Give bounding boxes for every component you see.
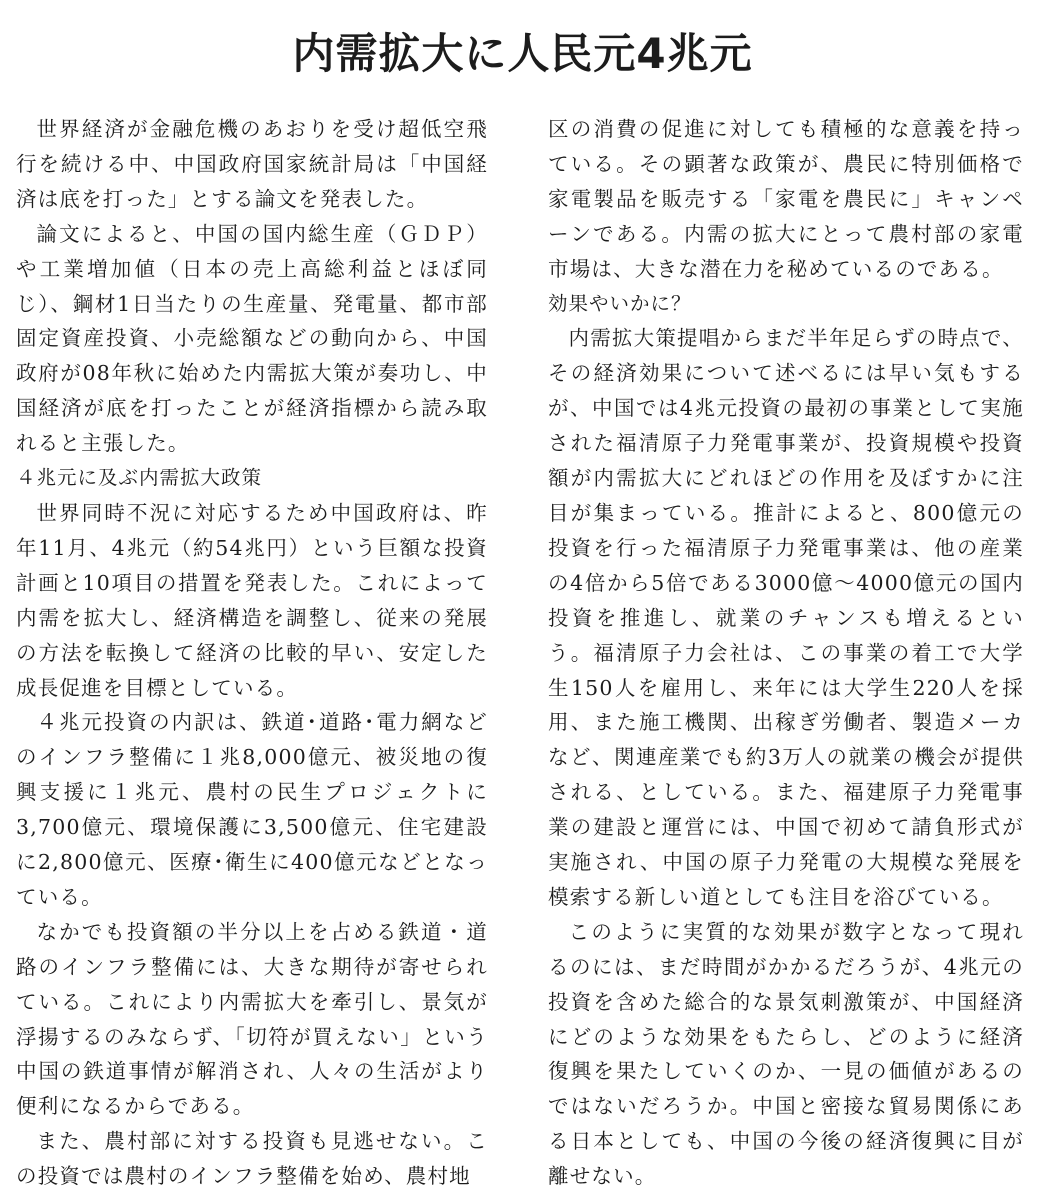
paragraph: 世界経済が金融危機のあおりを受け超低空飛行を続ける中、中国政府国家統計局は「中国経済は底を打った」とする論文を発表した。	[16, 117, 488, 211]
column-divider	[517, 112, 518, 1182]
paragraph: 内需拡大策提唱からまだ半年足らずの時点で、その経済効果について述べるには早い気もするが、中国では4兆元投資の最初の事業として実施された福清原子力発電事業が、投資規模や投資額が内需拡大にどれほどの作用を及ぼすかに注目が集まっている。推計によると、800億元の投資を行った福清原子力発電事業は、他の産業の4倍から5倍である3000億～4000億元の国内投資を推進し、就業のチャンスも増えるという。福清原子力会社は、この事業の着工で大学生150人を雇用し、来年には大学生220人を採用、また施工機関、出稼ぎ労働者、製造メーカなど、関連産業でも約3万人の就業の機会が提供される、としている。また、福建原子力発電事業の建設と運営には、中国で初めて請負形式が実施され、中国の原子力発電の大規模な発展を模索する新しい道としても注目を浴びている。	[548, 326, 1024, 909]
paragraph: ４兆元投資の内訳は、鉄道･道路･電力網などのインフラ整備に１兆8,000億元、被災地の復興支援に１兆元、農村の民生プロジェクトに3,700億元、環境保護に3,500億元、住宅建設に2,800億元、医療･衛生に400億元などとなっている。	[16, 710, 488, 909]
paragraph: 世界同時不況に対応するため中国政府は、昨年11月、4兆元（約54兆円）という巨額な投資計画と10項目の措置を発表した。これによって内需を拡大し、経済構造を調整し、従来の発展の方法を転換して経済の比較的早い、安定した成長促進を目標としている。	[16, 500, 488, 700]
paragraph: なかでも投資額の半分以上を占める鉄道・道路のインフラ整備には、大きな期待が寄せられている。これにより内需拡大を牽引し、景気が浮揚するのみならず、「切符が買えない」という中国の鉄道事情が解消され、人々の生活がより便利になるからである。	[16, 919, 488, 1119]
paragraph-continued: 区の消費の促進に対しても積極的な意義を持っている。その顕著な政策が、農民に特別価格で家電製品を販売する「家電を農民に」キャンペーンである。内需の拡大にとって農村部の家電市場は、大きな潜在力を秘めているのである。	[548, 117, 1024, 281]
left-column	[16, 112, 488, 1194]
section-heading: ４兆元に及ぶ内需拡大政策	[16, 466, 263, 490]
paragraph: 論文によると、中国の国内総生産（ＧＤＰ）や工業増加値（日本の売上高総利益とほぼ同じ）、鋼材1日当たりの生産量、発電量、都市部固定資産投資、小売総額などの動向から、中国政府が08年秋に始めた内需拡大策が奏功し、中国経済が底を打ったことが経済指標から読み取れると主張した。	[16, 221, 488, 456]
right-column	[548, 112, 1024, 1194]
section-heading: 効果やいかに？	[548, 291, 692, 315]
paragraph: このように実質的な効果が数字となって現れるのには、まだ時間がかかるだろうが、4兆元の投資を含めた総合的な景気刺激策が、中国経済にどのような効果をもたらし、どのように経済復興を果たしていくのか、一見の価値があるのではないだろうか。中国と密接な貿易関係にある日本としても、中国の今後の経済復興に目が離せない。	[548, 919, 1024, 1189]
article-title: 内需拡大に人民元4兆元	[292, 29, 753, 78]
paragraph: また、農村部に対する投資も見逃せない。この投資では農村のインフラ整備を始め、農村地	[16, 1129, 488, 1189]
